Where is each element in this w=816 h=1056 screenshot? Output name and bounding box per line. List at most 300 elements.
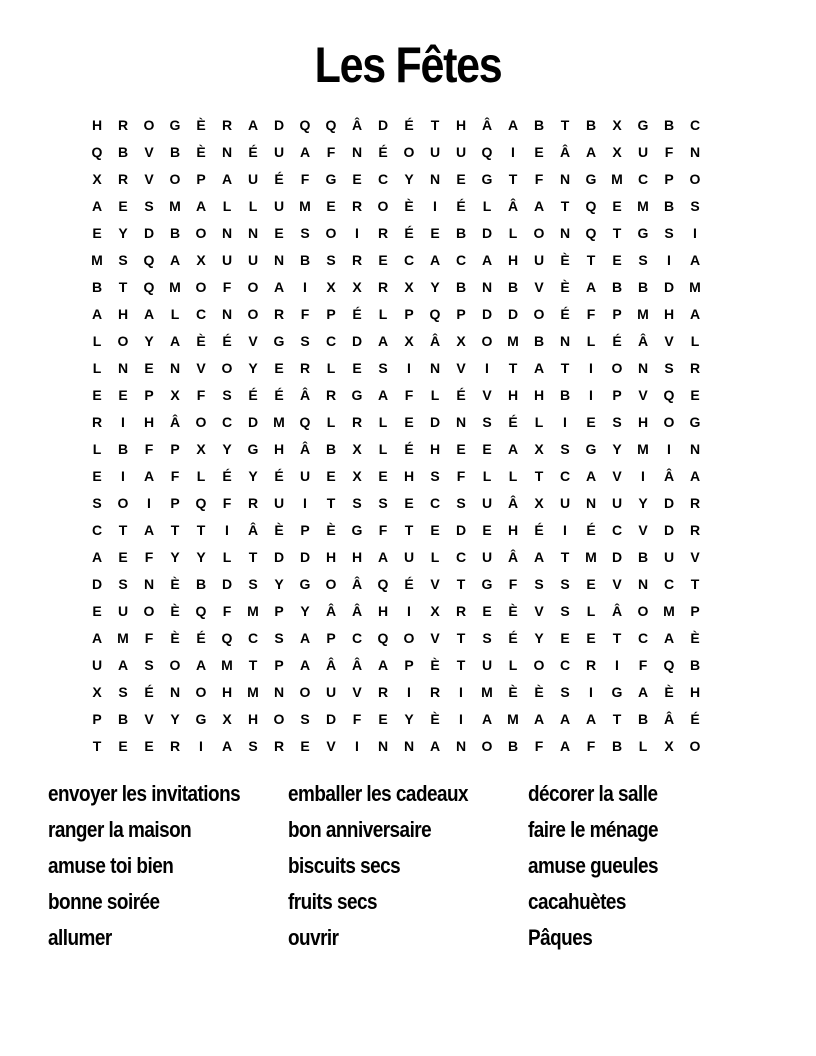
grid-letter[interactable]: T: [248, 657, 258, 673]
grid-letter[interactable]: É: [222, 333, 232, 349]
grid-letter[interactable]: L: [248, 198, 258, 214]
grid-letter[interactable]: É: [144, 684, 154, 700]
grid-letter[interactable]: B: [117, 144, 129, 160]
grid-letter[interactable]: B: [611, 279, 623, 295]
grid-letter[interactable]: V: [352, 684, 362, 700]
grid-letter[interactable]: Â: [325, 657, 337, 673]
grid-letter[interactable]: O: [169, 171, 181, 187]
grid-letter[interactable]: N: [585, 495, 597, 511]
grid-letter[interactable]: E: [378, 711, 388, 727]
grid-letter[interactable]: C: [637, 171, 649, 187]
grid-letter[interactable]: Q: [299, 117, 311, 133]
grid-letter[interactable]: L: [378, 441, 388, 457]
grid-letter[interactable]: A: [533, 360, 545, 376]
grid-letter[interactable]: R: [351, 252, 363, 268]
grid-letter[interactable]: U: [247, 252, 259, 268]
grid-letter[interactable]: R: [377, 279, 389, 295]
grid-letter[interactable]: G: [481, 576, 493, 592]
grid-letter[interactable]: N: [559, 333, 571, 349]
grid-letter[interactable]: R: [117, 171, 129, 187]
grid-letter[interactable]: A: [377, 549, 389, 565]
grid-letter[interactable]: A: [247, 117, 259, 133]
grid-letter[interactable]: É: [196, 630, 206, 646]
grid-letter[interactable]: O: [325, 225, 337, 241]
grid-letter[interactable]: G: [689, 414, 701, 430]
grid-letter[interactable]: D: [143, 225, 155, 241]
grid-letter[interactable]: T: [404, 522, 414, 538]
grid-letter[interactable]: I: [407, 603, 411, 619]
grid-letter[interactable]: Â: [351, 657, 363, 673]
grid-letter[interactable]: A: [91, 630, 103, 646]
grid-letter[interactable]: Q: [91, 144, 103, 160]
grid-letter[interactable]: E: [118, 738, 128, 754]
grid-letter[interactable]: A: [559, 738, 571, 754]
grid-letter[interactable]: I: [589, 360, 593, 376]
grid-letter[interactable]: E: [92, 387, 102, 403]
grid-letter[interactable]: A: [377, 387, 389, 403]
grid-letter[interactable]: T: [118, 279, 128, 295]
grid-letter[interactable]: È: [170, 603, 180, 619]
grid-letter[interactable]: N: [689, 441, 701, 457]
grid-letter[interactable]: F: [300, 171, 310, 187]
grid-letter[interactable]: Â: [637, 333, 649, 349]
grid-letter[interactable]: D: [663, 495, 675, 511]
grid-letter[interactable]: E: [144, 738, 154, 754]
grid-letter[interactable]: B: [663, 117, 675, 133]
grid-letter[interactable]: O: [299, 684, 311, 700]
grid-letter[interactable]: S: [352, 495, 362, 511]
grid-letter[interactable]: A: [221, 738, 233, 754]
grid-letter[interactable]: F: [326, 144, 336, 160]
grid-letter[interactable]: D: [273, 117, 285, 133]
grid-letter[interactable]: M: [247, 603, 259, 619]
grid-letter[interactable]: G: [481, 171, 493, 187]
grid-letter[interactable]: H: [637, 414, 649, 430]
grid-letter[interactable]: I: [615, 657, 619, 673]
grid-letter[interactable]: O: [247, 279, 259, 295]
grid-letter[interactable]: M: [585, 549, 597, 565]
grid-letter[interactable]: A: [91, 306, 103, 322]
grid-letter[interactable]: I: [199, 738, 203, 754]
grid-letter[interactable]: Q: [377, 576, 389, 592]
grid-letter[interactable]: O: [143, 603, 155, 619]
grid-letter[interactable]: L: [482, 198, 492, 214]
grid-letter[interactable]: U: [637, 144, 649, 160]
grid-letter[interactable]: X: [404, 279, 414, 295]
grid-letter[interactable]: È: [196, 333, 206, 349]
grid-letter[interactable]: F: [144, 549, 154, 565]
grid-letter[interactable]: C: [325, 333, 337, 349]
grid-letter[interactable]: C: [559, 468, 571, 484]
grid-letter[interactable]: H: [143, 414, 155, 430]
grid-letter[interactable]: F: [222, 603, 232, 619]
grid-letter[interactable]: A: [689, 252, 701, 268]
grid-letter[interactable]: N: [221, 225, 233, 241]
grid-letter[interactable]: Y: [534, 630, 544, 646]
grid-letter[interactable]: B: [325, 441, 337, 457]
grid-letter[interactable]: D: [377, 117, 389, 133]
grid-letter[interactable]: S: [92, 495, 102, 511]
grid-letter[interactable]: S: [560, 684, 570, 700]
grid-letter[interactable]: I: [511, 144, 515, 160]
grid-letter[interactable]: C: [351, 630, 363, 646]
grid-letter[interactable]: Q: [195, 495, 207, 511]
grid-letter[interactable]: E: [326, 198, 336, 214]
grid-letter[interactable]: A: [299, 657, 311, 673]
grid-letter[interactable]: L: [326, 414, 336, 430]
grid-letter[interactable]: È: [170, 630, 180, 646]
grid-letter[interactable]: D: [481, 225, 493, 241]
grid-letter[interactable]: R: [377, 225, 389, 241]
grid-letter[interactable]: O: [689, 738, 701, 754]
grid-letter[interactable]: U: [481, 495, 493, 511]
grid-letter[interactable]: Â: [247, 522, 259, 538]
grid-letter[interactable]: E: [482, 441, 492, 457]
grid-letter[interactable]: M: [247, 684, 259, 700]
grid-letter[interactable]: I: [407, 360, 411, 376]
grid-letter[interactable]: U: [403, 549, 415, 565]
grid-letter[interactable]: Â: [351, 603, 363, 619]
grid-letter[interactable]: X: [404, 333, 414, 349]
grid-letter[interactable]: C: [559, 657, 571, 673]
grid-letter[interactable]: M: [637, 441, 649, 457]
grid-letter[interactable]: N: [481, 279, 493, 295]
grid-letter[interactable]: É: [690, 711, 700, 727]
grid-letter[interactable]: I: [485, 360, 489, 376]
grid-letter[interactable]: G: [195, 711, 207, 727]
grid-letter[interactable]: I: [121, 468, 125, 484]
grid-letter[interactable]: S: [612, 414, 622, 430]
grid-letter[interactable]: C: [455, 252, 467, 268]
grid-letter[interactable]: I: [303, 495, 307, 511]
grid-letter[interactable]: Y: [196, 549, 206, 565]
grid-letter[interactable]: U: [91, 657, 103, 673]
grid-letter[interactable]: Â: [169, 414, 181, 430]
grid-letter[interactable]: L: [534, 414, 544, 430]
grid-letter[interactable]: S: [482, 414, 492, 430]
grid-letter[interactable]: F: [404, 387, 414, 403]
grid-letter[interactable]: M: [91, 252, 103, 268]
grid-letter[interactable]: S: [144, 198, 154, 214]
grid-letter[interactable]: I: [667, 441, 671, 457]
grid-letter[interactable]: A: [559, 711, 571, 727]
grid-letter[interactable]: N: [689, 144, 701, 160]
grid-letter[interactable]: O: [663, 414, 675, 430]
grid-letter[interactable]: I: [641, 468, 645, 484]
grid-letter[interactable]: S: [378, 360, 388, 376]
grid-letter[interactable]: M: [117, 630, 129, 646]
grid-letter[interactable]: T: [586, 252, 596, 268]
grid-letter[interactable]: Q: [195, 603, 207, 619]
grid-letter[interactable]: B: [611, 738, 623, 754]
grid-letter[interactable]: B: [507, 279, 519, 295]
grid-letter[interactable]: H: [325, 549, 337, 565]
grid-letter[interactable]: E: [612, 252, 622, 268]
grid-letter[interactable]: É: [404, 225, 414, 241]
grid-letter[interactable]: Y: [638, 495, 648, 511]
grid-letter[interactable]: U: [663, 549, 675, 565]
grid-letter[interactable]: G: [169, 117, 181, 133]
grid-letter[interactable]: U: [221, 252, 233, 268]
grid-letter[interactable]: E: [118, 387, 128, 403]
grid-letter[interactable]: G: [351, 387, 363, 403]
grid-letter[interactable]: O: [117, 495, 129, 511]
grid-letter[interactable]: I: [693, 225, 697, 241]
grid-letter[interactable]: R: [689, 522, 701, 538]
grid-letter[interactable]: V: [534, 603, 544, 619]
grid-letter[interactable]: A: [377, 333, 389, 349]
grid-letter[interactable]: U: [325, 684, 337, 700]
grid-letter[interactable]: B: [585, 117, 597, 133]
grid-letter[interactable]: G: [611, 684, 623, 700]
grid-letter[interactable]: E: [144, 360, 154, 376]
grid-letter[interactable]: V: [144, 711, 154, 727]
grid-letter[interactable]: T: [560, 198, 570, 214]
grid-letter[interactable]: U: [273, 198, 285, 214]
grid-letter[interactable]: N: [455, 414, 467, 430]
grid-letter[interactable]: C: [91, 522, 103, 538]
grid-letter[interactable]: V: [638, 522, 648, 538]
grid-letter[interactable]: È: [196, 117, 206, 133]
grid-letter[interactable]: R: [117, 117, 129, 133]
grid-letter[interactable]: O: [195, 414, 207, 430]
grid-letter[interactable]: S: [664, 360, 674, 376]
grid-letter[interactable]: S: [560, 441, 570, 457]
grid-letter[interactable]: Â: [429, 333, 441, 349]
grid-letter[interactable]: B: [533, 117, 545, 133]
grid-letter[interactable]: F: [352, 711, 362, 727]
grid-letter[interactable]: M: [507, 711, 519, 727]
grid-letter[interactable]: L: [690, 333, 700, 349]
grid-letter[interactable]: T: [326, 495, 336, 511]
grid-letter[interactable]: Q: [663, 387, 675, 403]
grid-letter[interactable]: É: [248, 387, 258, 403]
grid-letter[interactable]: X: [92, 171, 102, 187]
grid-letter[interactable]: U: [481, 657, 493, 673]
grid-letter[interactable]: V: [534, 279, 544, 295]
grid-letter[interactable]: L: [430, 549, 440, 565]
grid-letter[interactable]: Q: [585, 198, 597, 214]
grid-letter[interactable]: H: [429, 441, 441, 457]
grid-letter[interactable]: A: [689, 306, 701, 322]
grid-letter[interactable]: C: [663, 576, 675, 592]
grid-letter[interactable]: F: [300, 306, 310, 322]
grid-letter[interactable]: F: [534, 738, 544, 754]
grid-letter[interactable]: E: [534, 144, 544, 160]
grid-letter[interactable]: R: [585, 657, 597, 673]
grid-letter[interactable]: S: [378, 495, 388, 511]
grid-letter[interactable]: N: [377, 738, 389, 754]
grid-letter[interactable]: E: [274, 360, 284, 376]
grid-letter[interactable]: U: [455, 144, 467, 160]
grid-letter[interactable]: Â: [507, 198, 519, 214]
grid-letter[interactable]: A: [91, 198, 103, 214]
grid-letter[interactable]: T: [560, 360, 570, 376]
grid-letter[interactable]: D: [429, 414, 441, 430]
grid-letter[interactable]: É: [274, 468, 284, 484]
grid-letter[interactable]: H: [455, 117, 467, 133]
grid-letter[interactable]: X: [352, 468, 362, 484]
grid-letter[interactable]: É: [534, 522, 544, 538]
grid-letter[interactable]: S: [248, 576, 258, 592]
grid-letter[interactable]: Y: [404, 711, 414, 727]
grid-letter[interactable]: P: [170, 441, 180, 457]
grid-letter[interactable]: A: [533, 198, 545, 214]
grid-letter[interactable]: E: [92, 468, 102, 484]
grid-letter[interactable]: D: [247, 414, 259, 430]
grid-letter[interactable]: O: [533, 306, 545, 322]
grid-letter[interactable]: H: [533, 387, 545, 403]
grid-letter[interactable]: N: [143, 576, 155, 592]
grid-letter[interactable]: I: [303, 279, 307, 295]
grid-letter[interactable]: P: [404, 306, 414, 322]
grid-letter[interactable]: N: [273, 252, 285, 268]
grid-letter[interactable]: F: [586, 738, 596, 754]
grid-letter[interactable]: F: [664, 144, 674, 160]
grid-letter[interactable]: O: [221, 360, 233, 376]
grid-letter[interactable]: M: [299, 198, 311, 214]
grid-letter[interactable]: V: [248, 333, 258, 349]
grid-letter[interactable]: E: [690, 387, 700, 403]
grid-letter[interactable]: S: [638, 252, 648, 268]
grid-letter[interactable]: M: [169, 198, 181, 214]
grid-letter[interactable]: P: [664, 171, 674, 187]
grid-letter[interactable]: M: [637, 198, 649, 214]
grid-letter[interactable]: È: [430, 711, 440, 727]
grid-letter[interactable]: B: [299, 252, 311, 268]
grid-letter[interactable]: E: [482, 522, 492, 538]
grid-letter[interactable]: P: [326, 630, 336, 646]
grid-letter[interactable]: B: [637, 549, 649, 565]
grid-letter[interactable]: U: [429, 144, 441, 160]
grid-letter[interactable]: E: [612, 198, 622, 214]
grid-letter[interactable]: X: [196, 252, 206, 268]
grid-letter[interactable]: M: [611, 171, 623, 187]
grid-letter[interactable]: P: [690, 603, 700, 619]
grid-letter[interactable]: Q: [481, 144, 493, 160]
grid-letter[interactable]: B: [455, 279, 467, 295]
grid-letter[interactable]: A: [429, 738, 441, 754]
grid-letter[interactable]: S: [118, 576, 128, 592]
grid-letter[interactable]: T: [196, 522, 206, 538]
grid-letter[interactable]: T: [456, 630, 466, 646]
grid-letter[interactable]: H: [117, 306, 129, 322]
grid-letter[interactable]: Â: [299, 441, 311, 457]
grid-letter[interactable]: C: [429, 495, 441, 511]
grid-letter[interactable]: S: [482, 630, 492, 646]
grid-letter[interactable]: I: [589, 387, 593, 403]
grid-letter[interactable]: É: [586, 522, 596, 538]
grid-letter[interactable]: A: [169, 252, 181, 268]
grid-letter[interactable]: I: [667, 252, 671, 268]
grid-letter[interactable]: V: [612, 468, 622, 484]
grid-letter[interactable]: A: [377, 657, 389, 673]
grid-letter[interactable]: È: [508, 603, 518, 619]
grid-letter[interactable]: O: [403, 630, 415, 646]
grid-letter[interactable]: C: [611, 522, 623, 538]
grid-letter[interactable]: Q: [221, 630, 233, 646]
grid-letter[interactable]: E: [352, 171, 362, 187]
grid-letter[interactable]: O: [117, 333, 129, 349]
grid-letter[interactable]: V: [430, 630, 440, 646]
grid-letter[interactable]: R: [325, 387, 337, 403]
grid-letter[interactable]: H: [507, 522, 519, 538]
grid-letter[interactable]: M: [169, 279, 181, 295]
grid-letter[interactable]: N: [169, 684, 181, 700]
grid-letter[interactable]: H: [273, 441, 285, 457]
grid-letter[interactable]: M: [663, 603, 675, 619]
grid-letter[interactable]: B: [195, 576, 207, 592]
grid-letter[interactable]: L: [638, 738, 648, 754]
grid-letter[interactable]: É: [508, 630, 518, 646]
grid-letter[interactable]: R: [221, 117, 233, 133]
grid-letter[interactable]: R: [273, 306, 285, 322]
grid-letter[interactable]: A: [299, 144, 311, 160]
grid-letter[interactable]: Y: [300, 603, 310, 619]
grid-letter[interactable]: Q: [325, 117, 337, 133]
grid-letter[interactable]: L: [326, 360, 336, 376]
grid-letter[interactable]: V: [612, 576, 622, 592]
grid-letter[interactable]: E: [456, 171, 466, 187]
grid-letter[interactable]: V: [664, 333, 674, 349]
grid-letter[interactable]: O: [533, 657, 545, 673]
grid-letter[interactable]: S: [430, 468, 440, 484]
grid-letter[interactable]: S: [300, 225, 310, 241]
grid-letter[interactable]: È: [326, 522, 336, 538]
grid-letter[interactable]: È: [274, 522, 284, 538]
grid-letter[interactable]: È: [690, 630, 700, 646]
grid-letter[interactable]: Q: [143, 252, 155, 268]
grid-letter[interactable]: T: [92, 738, 102, 754]
grid-letter[interactable]: E: [560, 630, 570, 646]
grid-letter[interactable]: T: [612, 711, 622, 727]
grid-letter[interactable]: A: [195, 657, 207, 673]
grid-letter[interactable]: E: [274, 225, 284, 241]
grid-letter[interactable]: Y: [118, 225, 128, 241]
grid-letter[interactable]: È: [404, 198, 414, 214]
grid-letter[interactable]: É: [352, 306, 362, 322]
grid-letter[interactable]: Q: [143, 279, 155, 295]
grid-letter[interactable]: H: [377, 603, 389, 619]
grid-letter[interactable]: P: [612, 306, 622, 322]
grid-letter[interactable]: F: [144, 630, 154, 646]
grid-letter[interactable]: P: [456, 306, 466, 322]
grid-letter[interactable]: Y: [222, 441, 232, 457]
grid-letter[interactable]: B: [91, 279, 103, 295]
grid-letter[interactable]: U: [533, 252, 545, 268]
grid-letter[interactable]: È: [560, 252, 570, 268]
grid-letter[interactable]: S: [248, 738, 258, 754]
grid-letter[interactable]: Â: [663, 468, 675, 484]
grid-letter[interactable]: É: [456, 387, 466, 403]
grid-letter[interactable]: R: [351, 198, 363, 214]
grid-letter[interactable]: V: [326, 738, 336, 754]
grid-letter[interactable]: O: [403, 144, 415, 160]
grid-letter[interactable]: Â: [507, 495, 519, 511]
grid-letter[interactable]: N: [221, 144, 233, 160]
grid-letter[interactable]: E: [430, 522, 440, 538]
grid-letter[interactable]: N: [559, 225, 571, 241]
grid-letter[interactable]: X: [352, 279, 362, 295]
grid-letter[interactable]: I: [225, 522, 229, 538]
grid-letter[interactable]: O: [637, 603, 649, 619]
grid-letter[interactable]: T: [118, 522, 128, 538]
grid-letter[interactable]: G: [299, 576, 311, 592]
grid-letter[interactable]: H: [403, 468, 415, 484]
grid-letter[interactable]: N: [637, 576, 649, 592]
grid-letter[interactable]: B: [689, 657, 701, 673]
grid-letter[interactable]: Â: [299, 387, 311, 403]
